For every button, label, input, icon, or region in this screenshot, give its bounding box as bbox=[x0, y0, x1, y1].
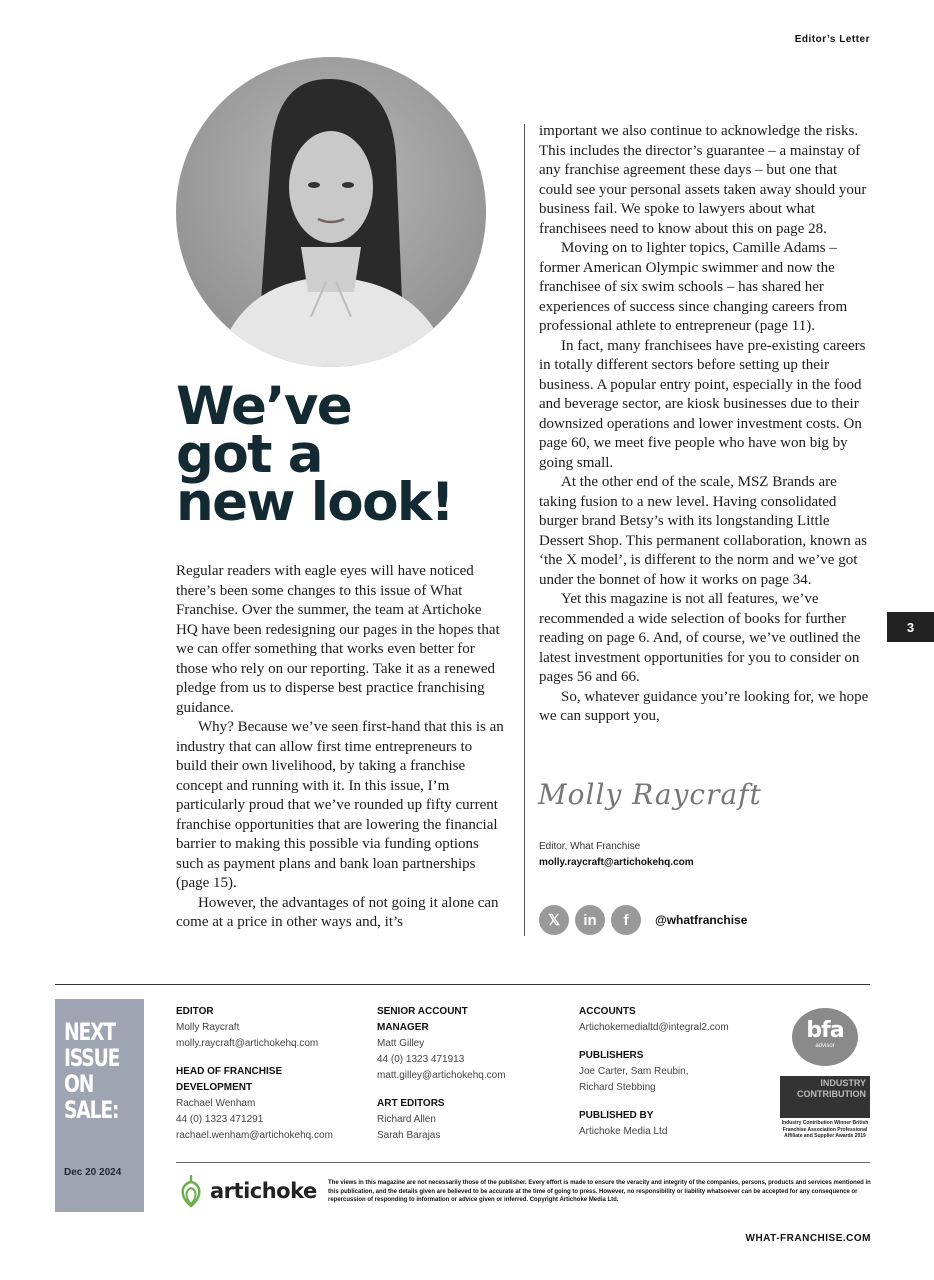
next-issue-line: ISSUE bbox=[64, 1044, 120, 1072]
staff-name: Richard Allen bbox=[377, 1114, 436, 1125]
body-paragraph: Moving on to lighter topics, Camille Adams – former American Olympic swimmer and now the franchisee of six swim schools – has shared her experiences of success since changing careers from professional athlete to entrepreneur (page 11). bbox=[539, 240, 848, 334]
staff-name: Molly Raycraft bbox=[176, 1022, 240, 1033]
staff-heading: EDITOR bbox=[176, 1006, 214, 1017]
headline-line: got a bbox=[176, 424, 322, 485]
body-paragraph: Yet this magazine is not all features, we’ve recommended a wide selection of books for further reading on page 6. And, of course, we’ve outlined the latest investment opportunities for you to consider on pages 56 and 66. bbox=[539, 591, 861, 685]
site-url[interactable]: WHAT-FRANCHISE.COM bbox=[745, 1233, 871, 1244]
headline bbox=[176, 376, 496, 533]
disclaimer: The views in this magazine are not necessarily those of the publisher. Every effort is made to ensure the veracity and integrity of the companies, persons, products and services mentioned in this publication, and the details given are believed to be accurate at the time of going to press. However, no responsibility or liability whatsoever can be accepted for any consequence or repercussion of responding to information or advice given or inferred. Copyright Artichoke Media Ltd. bbox=[328, 1180, 871, 1203]
column-divider bbox=[524, 124, 525, 936]
next-issue-box bbox=[55, 999, 144, 1212]
page-number-tab: 3 bbox=[887, 612, 934, 642]
linkedin-icon[interactable]: in bbox=[575, 905, 605, 935]
signature: Molly Raycraft bbox=[538, 778, 762, 811]
staff-heading: HEAD OF FRANCHISE bbox=[176, 1066, 283, 1077]
staff-name: Sarah Barajas bbox=[377, 1130, 441, 1141]
artichoke-logo bbox=[176, 1174, 317, 1208]
award-caption: Industry Contribution Winner British Franchise Association Professional Affiliate and Supplier Awards 2019 bbox=[781, 1120, 869, 1139]
body-paragraph: Regular readers with eagle eyes will have noticed there’s been some changes to this issue of What Franchise. Over the summer, the team at Artichoke HQ have been redesigning our pages in the hopes that we can offer something that works even better for those who rely on our reporting. Take it as a renewed pledge from us to disperse best practice franchising guidance. bbox=[176, 563, 500, 716]
staff-heading: PUBLISHERS bbox=[579, 1050, 644, 1061]
body-paragraph: Why? Because we’ve seen first-hand that this is an industry that can allow first time entrepreneurs to build their own livelihood, by taking a franchise concept and running with it. In this issue, I’m particularly proud that we’ve rounded up fifty current franchise opportunities that are lowering the financial barrier to making this possible via funding options such as payment plans and bank loan partnerships (page 15). bbox=[176, 719, 504, 891]
social-handle[interactable]: @whatfranchise bbox=[655, 913, 748, 927]
staff-name: Matt Gilley bbox=[377, 1038, 425, 1049]
editor-email[interactable]: molly.raycraft@artichokehq.com bbox=[539, 857, 694, 868]
staff-heading: MANAGER bbox=[377, 1022, 429, 1033]
artichoke-icon bbox=[176, 1174, 206, 1208]
staff-heading: ACCOUNTS bbox=[579, 1006, 636, 1017]
staff-email[interactable]: matt.gilley@artichokehq.com bbox=[377, 1070, 506, 1081]
staff-phone: 44 (0) 1323 471913 bbox=[377, 1054, 465, 1065]
next-issue-line: ON bbox=[64, 1070, 94, 1098]
section-label: Editor’s Letter bbox=[794, 34, 870, 45]
next-issue-title bbox=[64, 1019, 119, 1123]
staff-column-3 bbox=[579, 1004, 769, 1140]
staff-name: Artichoke Media Ltd bbox=[579, 1126, 668, 1137]
staff-heading: DEVELOPMENT bbox=[176, 1082, 253, 1093]
staff-heading: ART EDITORS bbox=[377, 1098, 445, 1109]
body-paragraph: However, the advantages of not going it alone can come at a price in other ways and, it’s bbox=[176, 894, 499, 930]
next-issue-line: NEXT bbox=[64, 1018, 115, 1046]
staff-name: Rachael Wenham bbox=[176, 1098, 256, 1109]
body-paragraph: At the other end of the scale, MSZ Brands are taking fusion to a new level. Having consolidated burger brand Betsy’s with its longstanding Little Dessert Shop. This permanent collaboration, known as ‘the X model’, is different to the norm and we’ve got under the bonnet of how it works on page 34. bbox=[539, 474, 867, 588]
footer-divider-2 bbox=[176, 1162, 870, 1163]
bfa-logo bbox=[792, 1008, 858, 1066]
left-column bbox=[176, 562, 506, 933]
body-paragraph: important we also continue to acknowledge the risks. This includes the director’s guarantee – a mainstay of any franchise agreement these days – but one that could see your personal assets taken away should your business fail. We spoke to lawyers about what franchisees need to know about this on page 28. bbox=[539, 123, 867, 237]
body-paragraph: In fact, many franchisees have pre-existing careers in totally different sectors before setting up their business. A popular entry point, especially in the food and beverage sector, are kiosk businesses due to their downsized operations and lower investment costs. On page 60, we meet five people who have won big by going small. bbox=[539, 337, 866, 471]
staff-heading: SENIOR ACCOUNT bbox=[377, 1006, 468, 1017]
footer-divider bbox=[55, 984, 870, 985]
next-issue-line: SALE: bbox=[64, 1096, 119, 1124]
staff-name: Joe Carter, Sam Reubin, bbox=[579, 1066, 689, 1077]
next-issue-date: Dec 20 2024 bbox=[64, 1167, 122, 1178]
bfa-logo-text: bfa bbox=[806, 1018, 844, 1043]
staff-heading: PUBLISHED BY bbox=[579, 1110, 654, 1121]
award-badge: INDUSTRY CONTRIBUTION bbox=[780, 1076, 870, 1118]
editor-role: Editor, What Franchise bbox=[539, 841, 641, 852]
social-links bbox=[539, 905, 747, 935]
headline-line: new look! bbox=[176, 472, 454, 533]
staff-column-2 bbox=[377, 1004, 567, 1144]
facebook-icon[interactable]: f bbox=[611, 905, 641, 935]
staff-phone: 44 (0) 1323 471291 bbox=[176, 1114, 264, 1125]
x-icon[interactable]: 𝕏 bbox=[539, 905, 569, 935]
staff-name: Richard Stebbing bbox=[579, 1082, 656, 1093]
bfa-logo-subtext: advisor bbox=[815, 1043, 835, 1049]
body-paragraph: So, whatever guidance you’re looking for, we hope we can support you, bbox=[539, 688, 869, 724]
staff-email[interactable]: rachael.wenham@artichokehq.com bbox=[176, 1130, 333, 1141]
staff-email[interactable]: molly.raycraft@artichokehq.com bbox=[176, 1038, 319, 1049]
right-column bbox=[539, 122, 873, 727]
editor-portrait bbox=[176, 57, 486, 367]
staff-email[interactable]: Artichokemedialtd@integral2.com bbox=[579, 1022, 729, 1033]
artichoke-wordmark: artichoke bbox=[210, 1179, 317, 1203]
headline-line: We’ve bbox=[176, 376, 352, 437]
staff-column-1 bbox=[176, 1004, 366, 1144]
